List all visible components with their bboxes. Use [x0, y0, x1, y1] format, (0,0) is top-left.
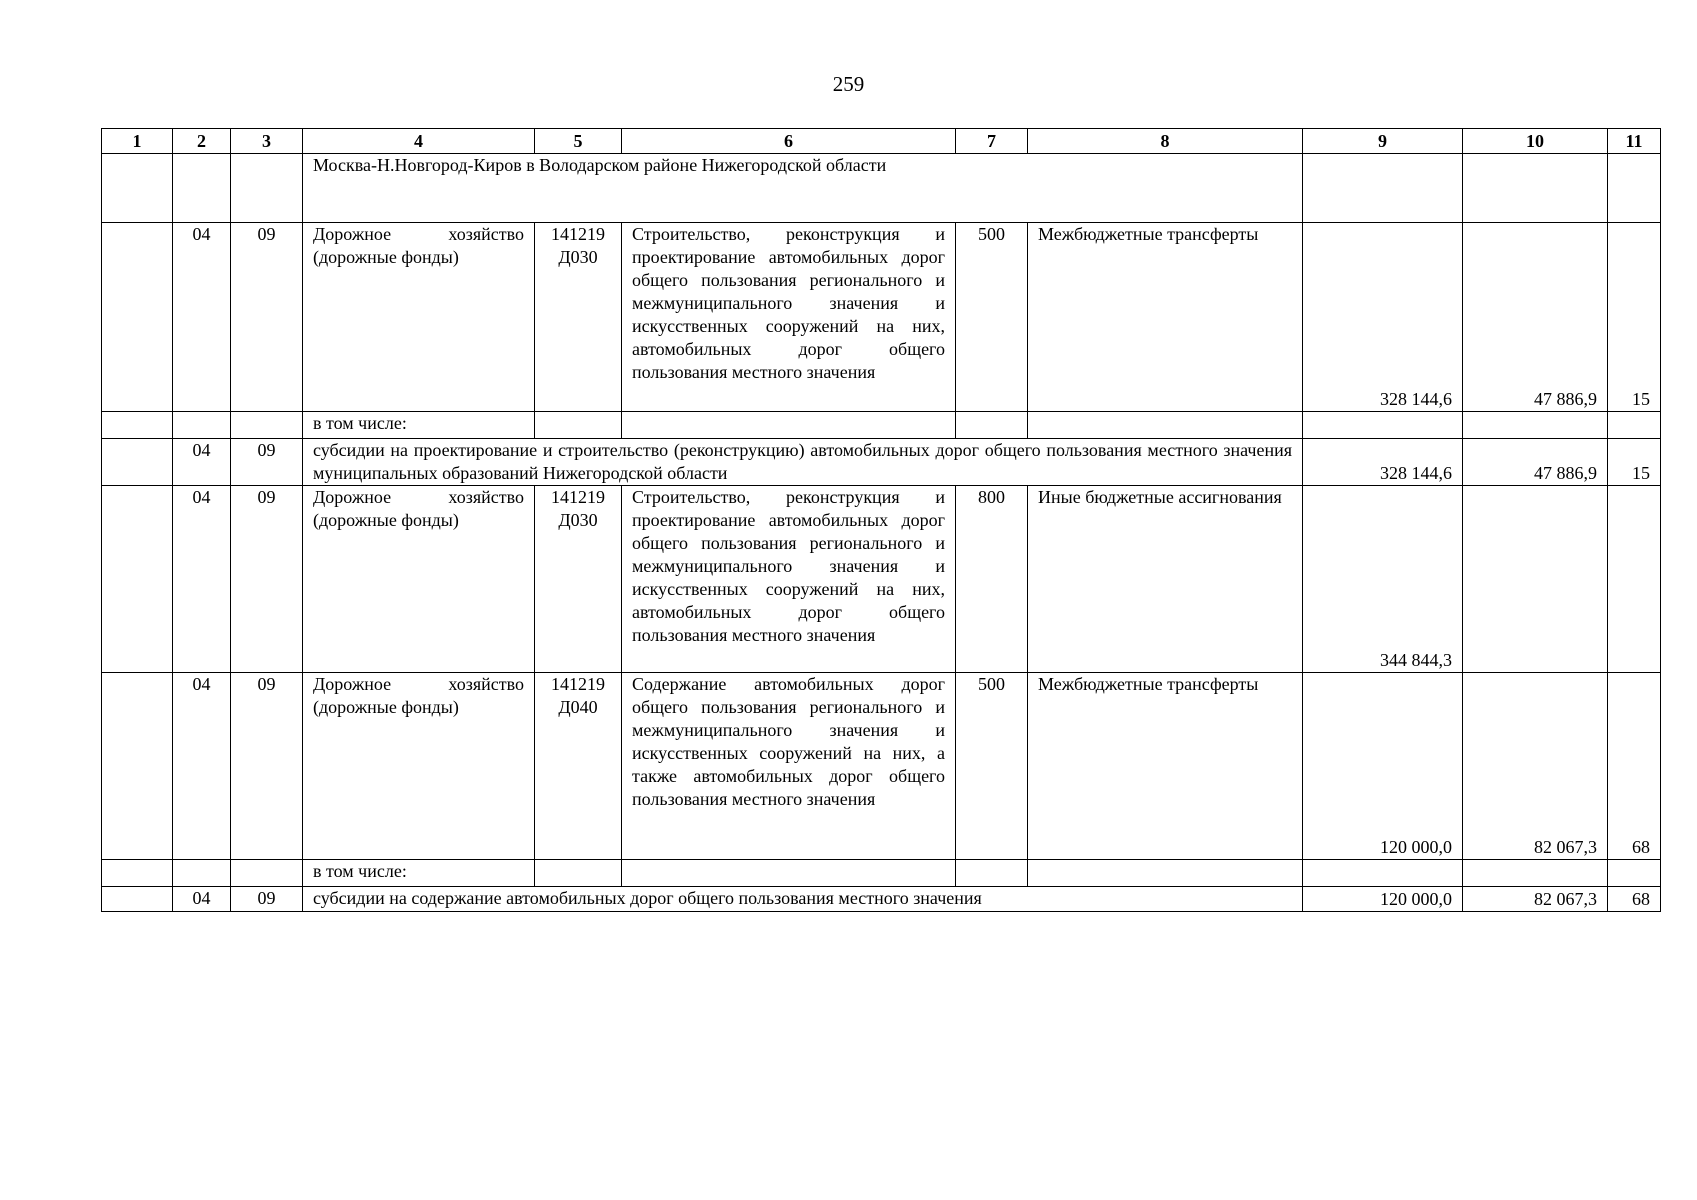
section-name: Дорожное хозяйство (дорожные фонды)	[303, 223, 535, 412]
subsidy-description-cell	[303, 439, 1303, 486]
amount-planned: 328 144,6	[1303, 439, 1463, 486]
empty-cell	[1463, 860, 1608, 887]
amount-planned: 120 000,0	[1303, 887, 1463, 912]
expense-type-name: Межбюджетные трансферты	[1028, 673, 1303, 860]
section-code: 04	[173, 673, 231, 860]
empty-cell	[1463, 412, 1608, 439]
empty-cell	[1303, 860, 1463, 887]
empty-cell	[1028, 412, 1303, 439]
empty-cell	[173, 860, 231, 887]
empty-cell	[102, 673, 173, 860]
header-cell: 10	[1463, 129, 1608, 154]
subsection-code: 09	[231, 439, 303, 486]
subsidy-description-cell	[303, 887, 1303, 912]
section-name: Дорожное хозяйство (дорожные фонды)	[303, 486, 535, 673]
empty-cell	[535, 860, 622, 887]
table-row	[102, 860, 1661, 887]
expense-type-code: 500	[956, 223, 1028, 412]
empty-cell	[1608, 154, 1661, 223]
empty-cell	[1463, 154, 1608, 223]
section-code: 04	[173, 887, 231, 912]
header-cell: 9	[1303, 129, 1463, 154]
table-row	[102, 673, 1661, 860]
subsection-code: 09	[231, 486, 303, 673]
continuation-text: Москва-Н.Новгород-Киров в Володарском районе Нижегородской области	[303, 154, 1303, 223]
empty-cell	[102, 154, 173, 223]
table-row	[102, 486, 1661, 673]
amount-executed: 82 067,3	[1463, 673, 1608, 860]
empty-cell	[956, 860, 1028, 887]
amount-executed	[1463, 486, 1608, 673]
empty-cell	[622, 860, 956, 887]
empty-cell	[622, 412, 956, 439]
empty-cell	[102, 887, 173, 912]
target-article-code: 141219 Д030	[535, 223, 622, 412]
target-article-name: Строительство, реконструкция и проектирование автомобильных дорог общего пользования регионального и межмуниципального значения и искусственных сооружений на них, автомобильных дорог общего пользования местного значения	[622, 223, 956, 412]
expense-type-name: Иные бюджетные ассигнования	[1028, 486, 1303, 673]
amount-executed: 82 067,3	[1463, 887, 1608, 912]
header-cell: 4	[303, 129, 535, 154]
percent-executed: 15	[1608, 223, 1661, 412]
header-cell: 8	[1028, 129, 1303, 154]
empty-cell	[102, 412, 173, 439]
empty-cell	[102, 223, 173, 412]
header-cell: 1	[102, 129, 173, 154]
empty-cell	[535, 412, 622, 439]
header-cell: 2	[173, 129, 231, 154]
percent-executed	[1608, 486, 1661, 673]
page-number: 259	[832, 72, 865, 96]
amount-planned: 344 844,3	[1303, 486, 1463, 673]
empty-cell	[173, 154, 231, 223]
table-row	[102, 439, 1661, 486]
empty-cell	[956, 412, 1028, 439]
section-code: 04	[173, 223, 231, 412]
table-header-row	[102, 129, 1661, 154]
empty-cell	[1303, 412, 1463, 439]
empty-cell	[231, 154, 303, 223]
empty-cell	[1303, 154, 1463, 223]
including-label: в том числе:	[303, 860, 535, 887]
header-cell: 5	[535, 129, 622, 154]
empty-cell	[102, 439, 173, 486]
percent-executed: 15	[1608, 439, 1661, 486]
table-row	[102, 412, 1661, 439]
subsection-code: 09	[231, 673, 303, 860]
amount-executed: 47 886,9	[1463, 223, 1608, 412]
empty-cell	[102, 486, 173, 673]
table-row	[102, 154, 1661, 223]
empty-cell	[231, 860, 303, 887]
header-cell: 3	[231, 129, 303, 154]
budget-table	[101, 128, 1661, 912]
including-label: в том числе:	[303, 412, 535, 439]
empty-cell	[231, 412, 303, 439]
target-article-code: 141219 Д030	[535, 486, 622, 673]
header-cell: 6	[622, 129, 956, 154]
expense-type-name: Межбюджетные трансферты	[1028, 223, 1303, 412]
amount-planned: 120 000,0	[1303, 673, 1463, 860]
percent-executed: 68	[1608, 673, 1661, 860]
header-cell: 11	[1608, 129, 1661, 154]
section-code: 04	[173, 486, 231, 673]
empty-cell	[173, 412, 231, 439]
empty-cell	[1608, 412, 1661, 439]
expense-type-code: 800	[956, 486, 1028, 673]
table-row	[102, 223, 1661, 412]
section-code: 04	[173, 439, 231, 486]
empty-cell	[1028, 860, 1303, 887]
subsection-code: 09	[231, 887, 303, 912]
expense-type-code: 500	[956, 673, 1028, 860]
target-article-code: 141219 Д040	[535, 673, 622, 860]
table-row	[102, 887, 1661, 912]
subsidy-description: субсидии на содержание автомобильных дорог общего пользования местного значения	[313, 888, 982, 908]
target-article-name: Содержание автомобильных дорог общего пользования регионального и межмуниципального значения и искусственных сооружений на них, а также автомобильных дорог общего пользования местного значения	[622, 673, 956, 860]
subsection-code: 09	[231, 223, 303, 412]
amount-executed: 47 886,9	[1463, 439, 1608, 486]
amount-planned: 328 144,6	[1303, 223, 1463, 412]
section-name: Дорожное хозяйство (дорожные фонды)	[303, 673, 535, 860]
percent-executed: 68	[1608, 887, 1661, 912]
empty-cell	[102, 860, 173, 887]
empty-cell	[1608, 860, 1661, 887]
target-article-name: Строительство, реконструкция и проектирование автомобильных дорог общего пользования регионального и межмуниципального значения и искусственных сооружений на них, автомобильных дорог общего пользования местного значения	[622, 486, 956, 673]
header-cell: 7	[956, 129, 1028, 154]
subsidy-description: субсидии на проектирование и строительство (реконструкцию) автомобильных дорог общего пользования местного значения муниципальных образований Нижегородской области	[313, 440, 1292, 483]
